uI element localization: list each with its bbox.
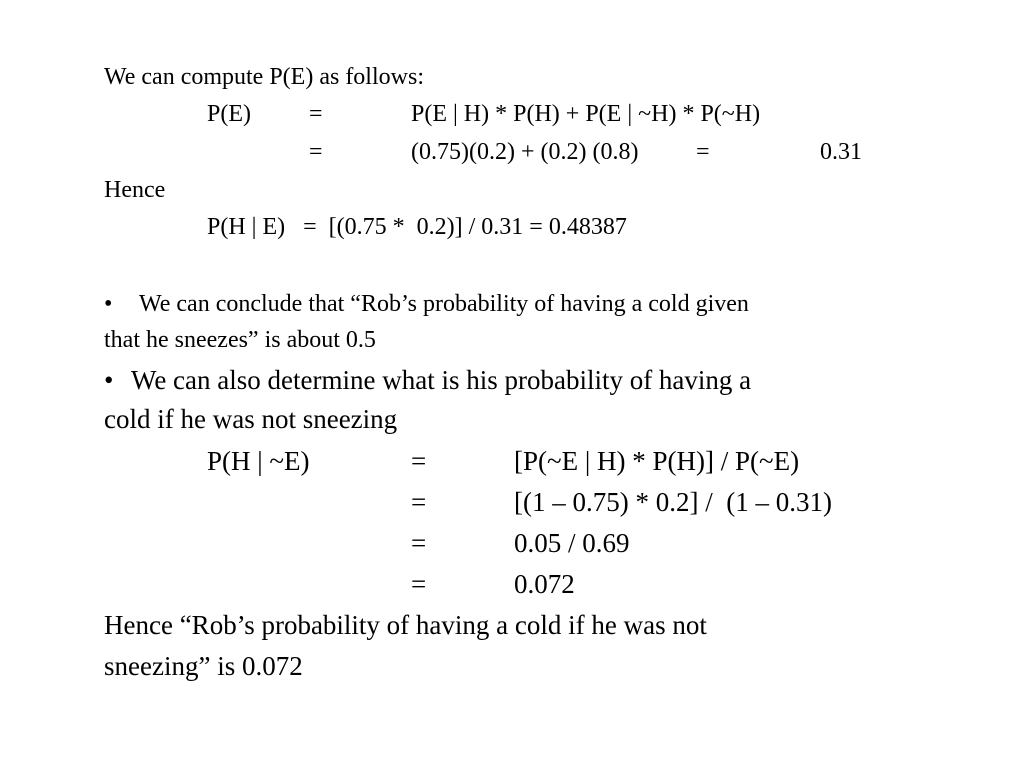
nse-equals-1: = — [411, 446, 427, 476]
bullet2-line2: cold if he was not sneezing — [104, 404, 398, 434]
intro-line: We can compute P(E) as follows: — [104, 64, 424, 90]
posterior-formula: P(H | E) = [(0.75 * 0.2)] / 0.31 = 0.48387 — [207, 214, 627, 240]
bullet1-line1: We can conclude that “Rob’s probability of having a cold given — [139, 291, 749, 317]
nse-equals-2: = — [411, 487, 427, 517]
pe-substitution: (0.75)(0.2) + (0.2) (0.8) — [411, 139, 639, 165]
pe-result: 0.31 — [820, 139, 862, 165]
pe-equals-3: = — [696, 139, 710, 165]
nse-step4: 0.072 — [514, 569, 575, 599]
conclusion-line1: Hence “Rob’s probability of having a cold if he was not — [104, 610, 707, 640]
pe-lhs: P(E) — [207, 101, 251, 127]
nse-lhs: P(H | ~E) — [207, 446, 310, 476]
hence-label: Hence — [104, 177, 166, 203]
conclusion-line2: sneezing” is 0.072 — [104, 651, 303, 681]
nse-step3: 0.05 / 0.69 — [514, 528, 630, 558]
pe-equals-2: = — [309, 139, 323, 165]
bullet-marker-1: • — [104, 291, 113, 317]
bullet1-line2: that he sneezes” is about 0.5 — [104, 327, 376, 353]
nse-step2: [(1 – 0.75) * 0.2] / (1 – 0.31) — [514, 487, 832, 517]
pe-formula: P(E | H) * P(H) + P(E | ~H) * P(~H) — [411, 101, 761, 127]
bullet2-line1: We can also determine what is his probability of having a — [131, 365, 752, 395]
nse-equals-4: = — [411, 569, 427, 599]
nse-step1: [P(~E | H) * P(H)] / P(~E) — [514, 446, 800, 476]
bullet-marker-2: • — [104, 365, 114, 395]
nse-equals-3: = — [411, 528, 427, 558]
pe-equals-1: = — [309, 101, 323, 127]
